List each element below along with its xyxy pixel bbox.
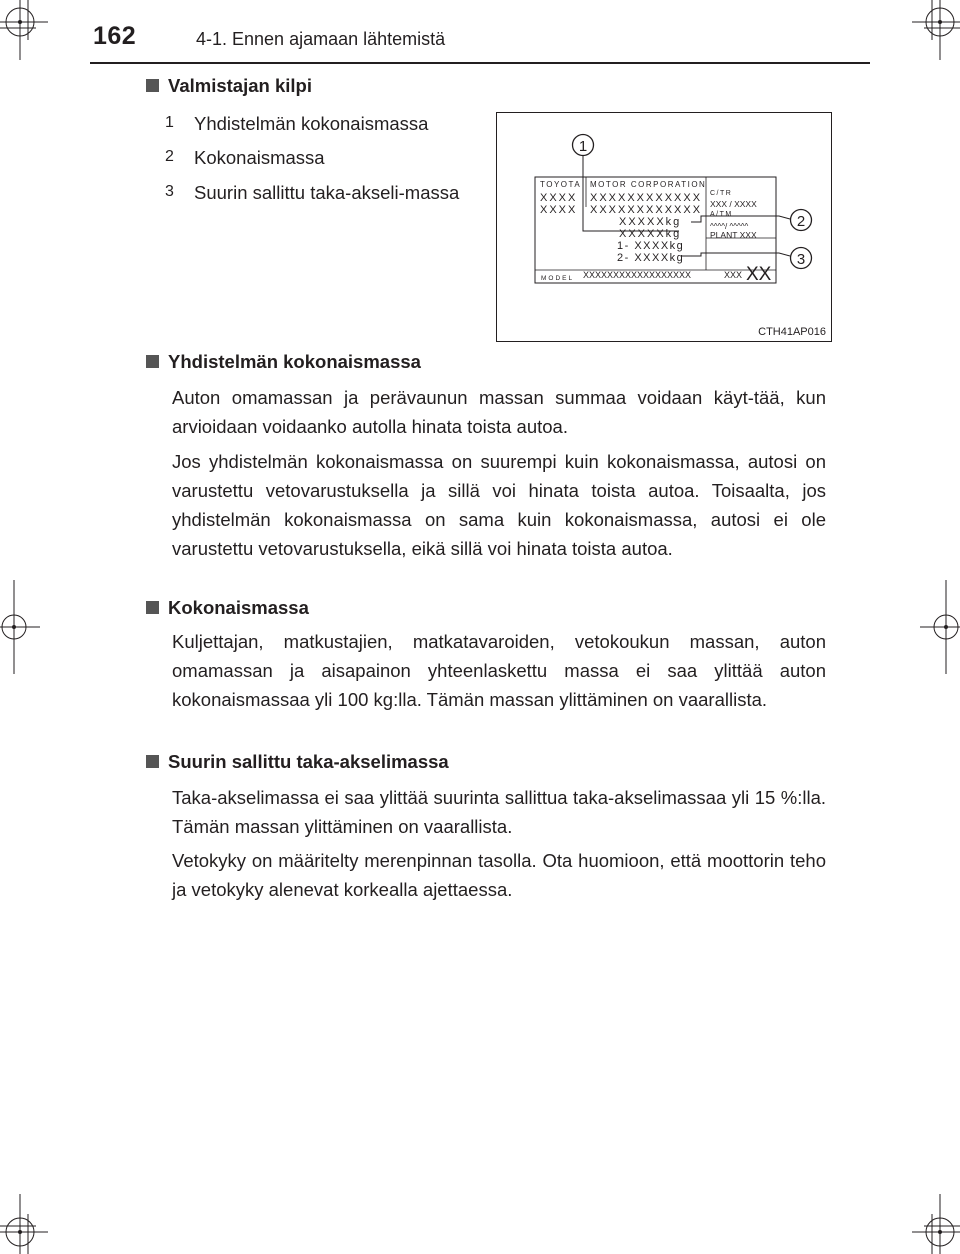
model-label: MODEL (541, 275, 575, 282)
code-small: XXX (724, 270, 743, 280)
paragraph: Kuljettajan, matkustajien, matkatavaroiden, vetokoukun massan, auton omamassan ja aisapainon yhteenlaskettu massa ei saa ylittää auton kokonaismassaa yli 100 kg:lla. Tämän massan ylittäminen on vaarallista. (172, 631, 826, 710)
heading-text: Valmistajan kilpi (168, 75, 312, 96)
ctr-label: C/TR (710, 190, 733, 197)
list-item-text: Kokonaismassa (194, 147, 325, 168)
number-badge: 3 (160, 180, 179, 204)
paragraph: Jos yhdistelmän kokonaismassa on suurempi kuin kokonaismassa, autosi on varustettu vetovarustuksella ja sillä voi hinata toista autoa. Toisaalta, jos yhdistelmän kokonaismassa on sama kuin kokonaismassa, autosi ei ole varustettu vetovarustuksella, eikä sillä voi hinata toista autoa. (172, 451, 826, 559)
list-item-text: Yhdistelmän kokonaismassa (194, 113, 429, 134)
row2-left: XXXX (540, 204, 578, 216)
model-value: XXXXXXXXXXXXXXXXXX (583, 270, 692, 280)
number-badge: 2 (160, 145, 179, 169)
weight-2: XXXXXkg (619, 228, 682, 240)
heading-combined (146, 350, 421, 374)
atm-label: A/TM (710, 211, 733, 218)
axle-2: 2- XXXXkg (617, 252, 685, 264)
figure-code: CTH41AP016 (758, 326, 826, 338)
ctr-value: XXX / XXXX (710, 199, 757, 209)
number-badge: 1 (160, 111, 179, 135)
section-title: 4-1. Ennen ajamaan lähtemistä (196, 29, 446, 49)
page-number: 162 (93, 22, 137, 50)
callout-2: 2 (796, 213, 806, 230)
axle-1: 1- XXXXkg (617, 240, 685, 252)
row2-right: XXXXXXXXXXXX (590, 204, 703, 216)
brand-left: TOYOTA (540, 180, 582, 189)
page-header (0, 0, 960, 62)
plate-illustration (497, 113, 833, 343)
brand-right: MOTOR CORPORATION (590, 180, 707, 189)
heading-text: Suurin sallittu taka-akselimassa (168, 751, 449, 772)
callout-1: 1 (578, 138, 588, 155)
carets: ^^^^/ ^^^^^ (710, 222, 749, 231)
heading-text: Kokonaismassa (168, 597, 309, 618)
square-bullet-icon (146, 79, 159, 92)
paragraph: Auton omamassan ja perävaunun massan summaa voidaan käyt-tää, kun arvioidaan voidaanko autolla hinata toista autoa. (172, 387, 826, 437)
plant: PLANT XXX (710, 230, 757, 240)
paragraph: Taka-akselimassa ei saa ylittää suurinta sallittua taka-akselimassaa yli 15 %:lla. Tämän massan ylittäminen on vaarallista. (172, 787, 826, 837)
header-rule (90, 62, 870, 64)
square-bullet-icon (146, 355, 159, 368)
heading-text: Yhdistelmän kokonaismassa (168, 351, 421, 372)
code-large: XX (746, 264, 772, 285)
heading-plate (146, 74, 312, 98)
square-bullet-icon (146, 601, 159, 614)
heading-rear-axle (146, 750, 449, 774)
list-item-text: Suurin sallittu taka-akseli-massa (194, 182, 460, 203)
square-bullet-icon (146, 755, 159, 768)
paragraph: Vetokyky on määritelty merenpinnan tasolla. Ota huomioon, että moottorin teho ja vetokyky alenevat korkealla ajettaessa. (172, 850, 826, 900)
callout-3: 3 (796, 251, 806, 268)
weight-1: XXXXXkg (619, 216, 682, 228)
heading-gross (146, 596, 309, 620)
plate-figure (496, 112, 832, 342)
row1-left: XXXX (540, 192, 578, 204)
row1-right: XXXXXXXXXXXX (590, 192, 703, 204)
